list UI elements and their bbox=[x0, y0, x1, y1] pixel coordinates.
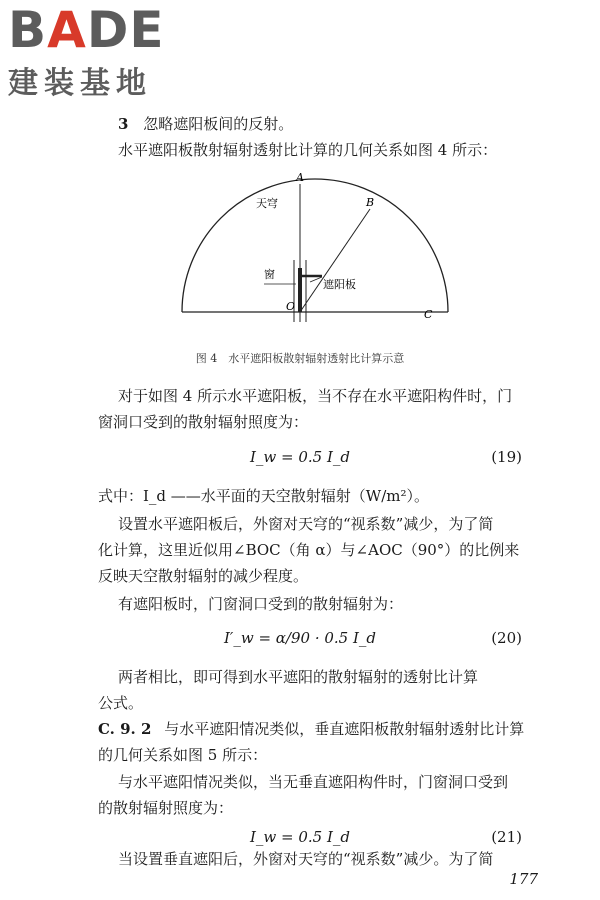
logo-letters-de: DE bbox=[86, 1, 165, 59]
paragraph-1-line-1: 对于如图 4 所示水平遮阳板，当不存在水平遮阳构件时，门 bbox=[118, 387, 513, 405]
equation-20 bbox=[0, 625, 600, 651]
paragraph-5-line-2: 的散射辐射照度为： bbox=[98, 799, 234, 817]
label-shade: 遮阳板 bbox=[323, 278, 356, 291]
paragraph-2-line-3: 反映天空散射辐射的减少程度。 bbox=[98, 567, 309, 585]
label-window: 窗 bbox=[264, 268, 275, 281]
paragraph-5-line-1: 与水平遮阳情况类似，当无垂直遮阳构件时，门窗洞口受到 bbox=[118, 773, 509, 791]
sky-dome-arc bbox=[182, 179, 448, 312]
label-sky: 天穹 bbox=[256, 197, 278, 210]
paragraph-6: 当设置垂直遮阳后，外窗对天穹的“视系数”减少。为了简 bbox=[118, 850, 494, 868]
paragraph-4-line-1: 两者相比，即可得到水平遮阳的散射辐射的透射比计算 bbox=[118, 668, 479, 686]
heading-number: 3 bbox=[118, 115, 129, 133]
logo-subtitle: 建装基地 bbox=[8, 66, 152, 101]
bade-logo bbox=[8, 1, 183, 102]
line-ob bbox=[300, 209, 370, 312]
equation-20-number: (20) bbox=[491, 629, 522, 647]
heading-text: 忽略遮阳板间的反射。 bbox=[143, 115, 294, 133]
paragraph-2-line-2: 化计算，这里近似用∠BOC（角 α）与∠AOC（90°）的比例来 bbox=[98, 541, 520, 559]
label-a: A bbox=[296, 172, 304, 184]
logo-wordmark bbox=[8, 1, 183, 59]
shade-leader bbox=[310, 277, 322, 282]
window-glass bbox=[298, 268, 302, 312]
where-clause: 式中：I_d ——水平面的天空散射辐射（W/m²）。 bbox=[98, 487, 430, 505]
clause-c92-line-2: 的几何关系如图 5 所示： bbox=[98, 746, 268, 764]
intro-text: 水平遮阳板散射辐射透射比计算的几何关系如图 4 所示： bbox=[118, 141, 498, 159]
label-c: C bbox=[424, 308, 433, 321]
figure-caption: 图 4 水平遮阳板散射辐射透射比计算示意 bbox=[195, 352, 405, 365]
equation-21-number: (21) bbox=[491, 828, 522, 846]
logo-letter-b: B bbox=[8, 1, 48, 59]
equation-20-expr: I′_w = α/90 · 0.5 I_d bbox=[224, 629, 376, 647]
label-o: O bbox=[286, 300, 296, 313]
clause-c92-line-1 bbox=[98, 718, 524, 740]
equation-19-number: (19) bbox=[491, 448, 522, 466]
equation-19 bbox=[0, 444, 600, 470]
logo-letter-a: A bbox=[47, 1, 87, 59]
paragraph-1-line-2: 窗洞口受到的散射辐射照度为： bbox=[98, 413, 309, 431]
paragraph-3: 有遮阳板时，门窗洞口受到的散射辐射为： bbox=[118, 595, 404, 613]
section-heading bbox=[118, 113, 293, 135]
shading-geometry-diagram bbox=[160, 172, 470, 327]
paragraph-2-line-1: 设置水平遮阳板后，外窗对天穹的“视系数”减少，为了简 bbox=[118, 515, 494, 533]
equation-21 bbox=[0, 824, 600, 850]
equation-19-expr: I_w = 0.5 I_d bbox=[249, 448, 351, 466]
paragraph-4-line-2: 公式。 bbox=[98, 694, 144, 712]
page-number: 177 bbox=[509, 870, 538, 888]
equation-21-expr: I_w = 0.5 I_d bbox=[249, 828, 351, 846]
clause-c92-label: C. 9. 2 bbox=[98, 720, 152, 738]
label-b: B bbox=[366, 196, 375, 209]
clause-c92-text: 与水平遮阳情况类似，垂直遮阳板散射辐射透射比计算 bbox=[164, 720, 525, 738]
